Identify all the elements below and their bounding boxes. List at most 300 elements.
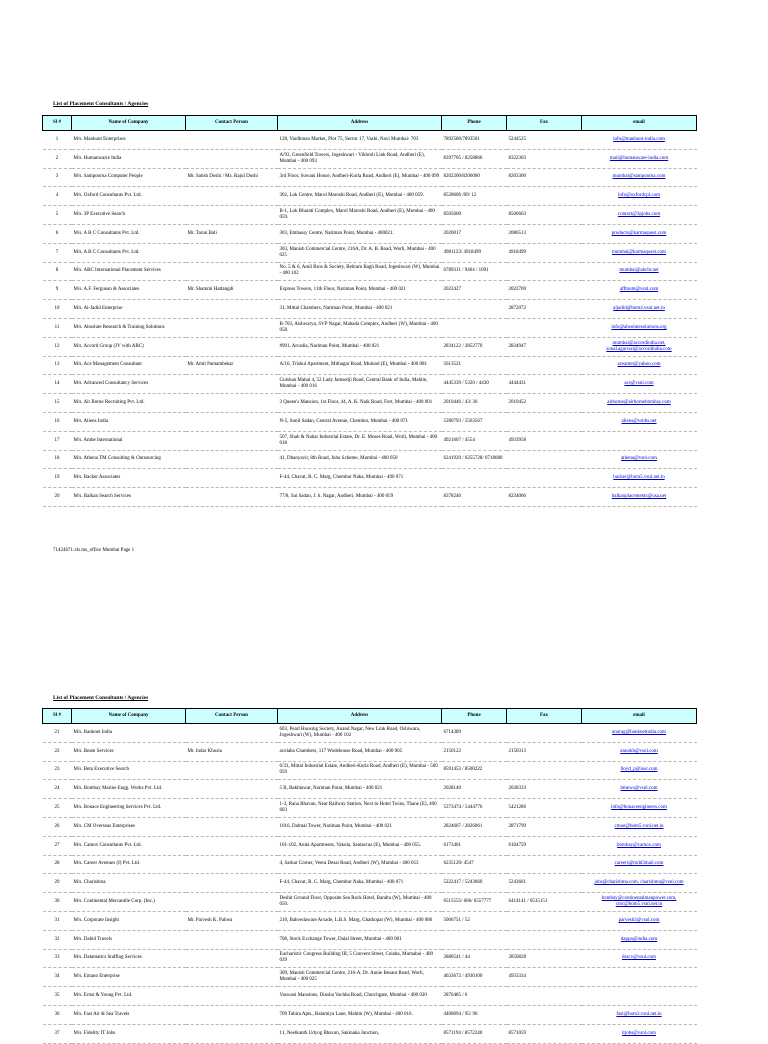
serial-number: 10	[43, 300, 72, 319]
serial-number: 31	[43, 911, 72, 930]
phone: 2020017	[442, 224, 507, 243]
fax	[507, 1005, 582, 1024]
phone: 8571194 / 8572240	[442, 1024, 507, 1043]
fax	[507, 262, 582, 281]
contact-person	[186, 431, 278, 450]
serial-number: 6	[43, 224, 72, 243]
phone: 4981123/ 4918499	[442, 243, 507, 262]
serial-number: 34	[43, 968, 72, 987]
table-row	[43, 469, 697, 488]
contact-person	[186, 394, 278, 413]
company-name: M/s. Backer Associates	[72, 469, 186, 488]
address: 6/33, Mittal Industrial Estate, Andheri-Kurla Road, Andheri (E), Mumbai - 500 059	[278, 761, 442, 780]
consultants-table-page-1	[42, 115, 697, 507]
email-link[interactable]: careers@mdd3mail.com	[582, 855, 697, 874]
email-link[interactable]: aljadid@bom4.vsnl.net.in	[582, 300, 697, 319]
phone: 8378240	[442, 488, 507, 507]
email-link[interactable]: athena@vsnl.com	[582, 450, 697, 469]
contact-person	[186, 337, 278, 356]
fax: 8234066	[507, 488, 582, 507]
column-header: Fax	[507, 116, 582, 131]
phone	[442, 300, 507, 319]
table-row	[43, 949, 697, 968]
email-link[interactable]: lloyd_p@iosr.com	[582, 761, 697, 780]
fax	[507, 724, 582, 743]
company-name: M/s. Career Avenues (I) Pvt. Ltd.	[72, 855, 186, 874]
address: Gulshan Mahal 4, 52 Lady Jamsedji Road, Central Bank of India, Mahim, Mumbai - 400 016	[278, 375, 442, 394]
phone: 6714389	[442, 724, 507, 743]
serial-number: 25	[43, 799, 72, 818]
address: 303, Embassy Centre, Nariman Point, Mumbai - 400021.	[278, 224, 442, 243]
table-row	[43, 318, 697, 337]
phone: 4445339 / 5320 / 4430	[442, 375, 507, 394]
table-row	[43, 761, 697, 780]
company-name: M/s. Ambe International	[72, 431, 186, 450]
fax	[507, 356, 582, 375]
phone: 5280793 / 5563567	[442, 412, 507, 431]
sheet-title: List of Placement Consultants / Agencies	[53, 101, 149, 107]
fax: 2022769	[507, 281, 582, 300]
address: 709 Tahira Apts., Balamiya Lane, Mahim (W), Mumbai - 400 016.	[278, 1005, 442, 1024]
contact-person: Mr. Tarun Bali	[186, 224, 278, 243]
email-link[interactable]: fast@bom3.vsnl.net.in	[582, 1005, 697, 1024]
table-row	[43, 375, 697, 394]
company-name: M/s. Manhunt Enterprises	[72, 131, 186, 150]
address: No. 5 & 6, Amil Bros & Society, Behram Bagh Road, Jogeshwari (W), Mumbai - 400 102	[278, 262, 442, 281]
contact-person: Mr. Amit Pantambekar	[186, 356, 278, 375]
company-name: M/s. Fidelity IT Jobs	[72, 1024, 186, 1043]
email-link	[582, 968, 697, 987]
email-link[interactable]: aliens@vsbbs.net	[582, 412, 697, 431]
table-header-row	[43, 116, 697, 131]
sheet-title: List of Placement Consultants / Agencies	[53, 695, 149, 701]
phone: 7892580/7893501	[442, 131, 507, 150]
company-name: M/s. Camox Consultants Pvt. Ltd.	[72, 836, 186, 855]
phone: 4921607 / 4554	[442, 431, 507, 450]
company-name: M/s. CM Overseas Enterprises	[72, 817, 186, 836]
contact-person	[186, 930, 278, 949]
email-link[interactable]: mumbai@sampoorna.com	[582, 168, 697, 187]
contact-person	[186, 949, 278, 968]
email-link[interactable]: dappa@india.com	[582, 930, 697, 949]
company-name: M/s. Ernst & Young Pvt. Ltd.	[72, 987, 186, 1006]
contact-person: Mr. Shammi Hattangdi	[186, 281, 278, 300]
phone: 5222417 / 5243660	[442, 874, 507, 893]
email-link[interactable]: info@oxfordcpl.com	[582, 187, 697, 206]
contact-person	[186, 780, 278, 799]
contact-person	[186, 799, 278, 818]
address: F-44, Chavat, R. C. Marg, Chembur Naka, Mumbai - 400 071	[278, 469, 442, 488]
company-name: M/s. Datamatics Staffing Services	[72, 949, 186, 968]
email-link[interactable]: aceamet@yahoo.com	[582, 356, 697, 375]
contact-person	[186, 761, 278, 780]
address: 41, Dhanyavir, 8th Road, Juhu Scheme, Mumbai - 400 050	[278, 450, 442, 469]
table-row	[43, 262, 697, 281]
address: 4, Sarkar Corner, Veera Desai Road, Andheri (W), Mumbai - 400 053	[278, 855, 442, 874]
address: 101-102, Anita Apartments, Vakola, Santacruz (E), Mumbai - 400 055.	[278, 836, 442, 855]
table-row	[43, 224, 697, 243]
phone	[442, 930, 507, 949]
phone: 2824667 / 2826061	[442, 817, 507, 836]
address: N-5, Sunil Sadan, Central Avenue, Chembur, Mumbai - 400 071	[278, 412, 442, 431]
serial-number: 9	[43, 281, 72, 300]
fax: 5244525	[507, 131, 582, 150]
contact-person	[186, 724, 278, 743]
phone: 6241920 / 6255728/ 6718680	[442, 450, 507, 469]
address: 3rd Floor, Suwani House, Andheri-Kurla Road, Andheri (E), Mumbai - 400 099	[278, 168, 442, 187]
company-name: M/s. Athena TM Consulting & Outsourcing	[72, 450, 186, 469]
serial-number: 8	[43, 262, 72, 281]
address: acolaba Chambers, 117 Wodehouse Road, Mumbai - 400 005	[278, 742, 442, 761]
email-link[interactable]: affmum@vsnl.com	[582, 281, 697, 300]
contact-person	[186, 893, 278, 912]
address: 1016, Dalmal Tower, Nariman Point, Mumbai - 400 021	[278, 817, 442, 836]
contact-person	[186, 375, 278, 394]
table-row	[43, 724, 697, 743]
fax	[507, 412, 582, 431]
company-name: M/s. Charishma	[72, 874, 186, 893]
email-link[interactable]: bombay@camox.com	[582, 836, 697, 855]
serial-number: 32	[43, 930, 72, 949]
fax	[507, 469, 582, 488]
consultants-table-page-2	[42, 708, 697, 1044]
email-link[interactable]: cmoe@bom5.vsnl.net.in	[582, 817, 697, 836]
address: B-703, Aishwarya, SVP Nagar, Mahada Complex, Andheri (W), Mumbai - 400 058.	[278, 318, 442, 337]
email-link[interactable]: backer@bom5.vsnl.net.in	[582, 469, 697, 488]
fax: 8203300	[507, 168, 582, 187]
company-name: M/s. Dahid Travels	[72, 930, 186, 949]
fax	[507, 930, 582, 949]
column-header: Address	[278, 709, 442, 724]
company-name: M/s. A B C Consultants Pvt. Ltd.	[72, 224, 186, 243]
fax	[507, 761, 582, 780]
serial-number: 13	[43, 356, 72, 375]
email-link[interactable]: contact@3pjobs.com	[582, 206, 697, 225]
table-row	[43, 356, 697, 375]
address: A/93, Greenfield Towers, Jogeshwari - Vikhroli Link Road, Andheri (E), Mumbai - 400 093	[278, 149, 442, 168]
contact-person: Mr. Satish Doshi / Ms. Rajul Doshi	[186, 168, 278, 187]
email-link[interactable]: annokh@vsnl.com	[582, 742, 697, 761]
company-name: M/s. Beta Executive Search	[72, 761, 186, 780]
phone	[442, 469, 507, 488]
phone: 6515555/ 666/ 6557777	[442, 893, 507, 912]
email-link	[582, 987, 697, 1006]
phone: 6235120/ 4547	[442, 855, 507, 874]
phone: 8397705 / 8258866	[442, 149, 507, 168]
address: Deshit Ground Floor, Opposite Sea Rock Hotel, Bandra (W), Mumbai - 400 050.	[278, 893, 442, 912]
serial-number: 26	[43, 817, 72, 836]
fax: 2871799	[507, 817, 582, 836]
company-name: M/s. Bombay Marine Engg. Works Pvt. Ltd.	[72, 780, 186, 799]
phone: 5006751 / 52	[442, 911, 507, 930]
column-header: Contact Person	[186, 709, 278, 724]
serial-number: 22	[43, 742, 72, 761]
company-name: M/s. Sampoorna Computer People	[72, 168, 186, 187]
contact-person	[186, 318, 278, 337]
fax: 2028333	[507, 780, 582, 799]
serial-number: 24	[43, 780, 72, 799]
fax: 2086513	[507, 224, 582, 243]
address: 302, Lok Centre, Marol Maroshi Road, Andheri (E), Mumbai - 400 059.	[278, 187, 442, 206]
company-name: M/s. Absolute Research & Training Solutions	[72, 318, 186, 337]
fax	[507, 450, 582, 469]
table-row	[43, 874, 697, 893]
company-name: M/s. A.F. Ferguson & Associates	[72, 281, 186, 300]
fax: 8506663	[507, 206, 582, 225]
column-header: Sl #	[43, 116, 72, 131]
serial-number: 11	[43, 318, 72, 337]
email-link	[582, 431, 697, 450]
serial-number: 27	[43, 836, 72, 855]
fax	[507, 911, 582, 930]
address: 5 B, Bakhtawar, Nariman Point, Mumbai - 400 021	[278, 780, 442, 799]
contact-person	[186, 469, 278, 488]
contact-person	[186, 262, 278, 281]
table-row	[43, 281, 697, 300]
fax: 4933334	[507, 968, 582, 987]
email-link[interactable]: itjobs@vsnl.com	[582, 1024, 697, 1043]
fax: 2872072	[507, 300, 582, 319]
table-row	[43, 168, 697, 187]
column-header: email	[582, 116, 697, 131]
serial-number: 28	[43, 855, 72, 874]
table-row	[43, 149, 697, 168]
address: 77/8, Sai Sadan, J. b. Nagar, Andheri, Mumbai - 400 059	[278, 488, 442, 507]
fax: 8571059	[507, 1024, 582, 1043]
table-row	[43, 817, 697, 836]
serial-number: 35	[43, 987, 72, 1006]
email-link[interactable]: mumbai@karmaquest.com	[582, 243, 697, 262]
contact-person	[186, 243, 278, 262]
fax: 4933958	[507, 431, 582, 450]
column-header: Phone	[442, 116, 507, 131]
address: B-1, Lok Bharati Complex, Marol Maroshi Road, Andheri (E), Mumbai - 400 059.	[278, 206, 442, 225]
fax: 6104759	[507, 836, 582, 855]
contact-person	[186, 836, 278, 855]
contact-person	[186, 412, 278, 431]
table-row	[43, 780, 697, 799]
fax: 2850828	[507, 949, 582, 968]
fax	[507, 187, 582, 206]
phone: 2022427	[442, 281, 507, 300]
company-name: M/s. Entano Enterprise	[72, 968, 186, 987]
company-name: M/s. Air Borne Recruiting Pvt. Ltd.	[72, 394, 186, 413]
company-name: M/s. ABC International Placement Services	[72, 262, 186, 281]
contact-person	[186, 1005, 278, 1024]
email-link[interactable]: airborne@airbornebombay.com	[582, 394, 697, 413]
address: 507, Shah & Nahar Industrial Estate, Dr. E. Moses Road, Worli, Mumbai - 400 018	[278, 431, 442, 450]
table-row	[43, 300, 697, 319]
phone: 2880541 / 44	[442, 949, 507, 968]
column-header: Address	[278, 116, 442, 131]
table-row	[43, 836, 697, 855]
serial-number: 19	[43, 469, 72, 488]
company-name: M/s. Al-Jadid Enterprise	[72, 300, 186, 319]
contact-person	[186, 968, 278, 987]
fax: 4918499	[507, 243, 582, 262]
table-row	[43, 1005, 697, 1024]
table-row	[43, 431, 697, 450]
phone: 2028140	[442, 780, 507, 799]
company-name: M/s. Fast Air & Sea Travels	[72, 1005, 186, 1024]
fax: 5421286	[507, 799, 582, 818]
company-name: M/s. Banknet India	[72, 724, 186, 743]
serial-number: 1	[43, 131, 72, 150]
serial-number: 14	[43, 375, 72, 394]
company-name: M/s. Humanwarre India	[72, 149, 186, 168]
email-link[interactable]: jobs@charishma.com, charishma@vsnl.com	[582, 874, 697, 893]
phone	[442, 318, 507, 337]
address: F-44, Chavat, R. C. Marg, Chembur Naka, Mumbai - 400 071	[278, 874, 442, 893]
address: #901, Arcadia, Nariman Point, Mumbai - 400 021	[278, 337, 442, 356]
serial-number: 15	[43, 394, 72, 413]
company-name: M/s. Continental Mercantile Corp. (Inc.)	[72, 893, 186, 912]
phone: 8528606 /09/ 12	[442, 187, 507, 206]
address: 3 Queen's Mansion, 1st Floor, 44, A. K. Naik Road, Fort, Mumbai - 400 001	[278, 394, 442, 413]
table-row	[43, 1024, 697, 1043]
company-name: M/s. Bonace Engineering Services Pvt. Ltd.	[72, 799, 186, 818]
serial-number: 5	[43, 206, 72, 225]
phone: 4400694 / 95/ 96	[442, 1005, 507, 1024]
email-link[interactable]: mumbai@abcbr.net	[582, 262, 697, 281]
contact-person	[186, 149, 278, 168]
address: Eucharistic Congress Building III, 5 Convent Street, Colaba, Mumabai - 400 039	[278, 949, 442, 968]
phone: 6789311 / 9464 / 1091	[442, 262, 507, 281]
table-row	[43, 394, 697, 413]
serial-number: 3	[43, 168, 72, 187]
phone: 2834122 / 2852770	[442, 337, 507, 356]
fax: 6414141 / 6515151	[507, 893, 582, 912]
contact-person	[186, 817, 278, 836]
table-row	[43, 742, 697, 761]
company-name: M/s. Advanced Consultancy Services	[72, 375, 186, 394]
email-link[interactable]: bmews@vsnl.com	[582, 780, 697, 799]
address: 1-3, Rana Bhavan, Near Railway Station, Next to Hotel Twins, Thane (E), 400 603	[278, 799, 442, 818]
contact-person	[186, 187, 278, 206]
address: Vaswani Mansions, Dinsha Vachha Road, Churchgate, Mumbai - 400 020	[278, 987, 442, 1006]
serial-number: 20	[43, 488, 72, 507]
contact-person: Mr. Parvesh K. Pahwa	[186, 911, 278, 930]
contact-person: Mr. Indar Khosla	[186, 742, 278, 761]
email-link[interactable]: dsscv@vsnl.com	[582, 949, 697, 968]
fax	[507, 318, 582, 337]
phone: 8505600	[442, 206, 507, 225]
table-row	[43, 987, 697, 1006]
email-link[interactable]: balkanplacements@usa.net	[582, 488, 697, 507]
serial-number: 23	[43, 761, 72, 780]
email-link[interactable]: acs@vsnl.com	[582, 375, 697, 394]
serial-number: 36	[43, 1005, 72, 1024]
company-name: M/s. Balkan Search Services	[72, 488, 186, 507]
table-row	[43, 412, 697, 431]
address: 210, Bahvedaware Arcade, L.B.S. Marg, Ghatkopar (W), Mumbai - 400 086	[278, 911, 442, 930]
company-name: M/s. 3P Executive Search	[72, 206, 186, 225]
serial-number: 17	[43, 431, 72, 450]
company-name: M/s. Ace Management Consultant	[72, 356, 186, 375]
fax	[507, 855, 582, 874]
column-header: Name of Company	[72, 116, 186, 131]
email-link[interactable]: bombay@continentalmanpower.com, cmc@bom5.vsnl.net.in	[582, 893, 697, 912]
address: 11, Neelkanth Udyog Bhavan, Sakinaka Junction,	[278, 1024, 442, 1043]
phone: 2876485 / 6	[442, 987, 507, 1006]
serial-number: 12	[43, 337, 72, 356]
phone: 5613521	[442, 356, 507, 375]
table-row	[43, 893, 697, 912]
serial-number: 4	[43, 187, 72, 206]
phone: 8202200/8206000	[442, 168, 507, 187]
company-name: M/s. Aliens India	[72, 412, 186, 431]
contact-person	[186, 488, 278, 507]
address: 708, Stock Exchange Tower, Dalal Street, Mumbai - 400 001	[278, 930, 442, 949]
table-row	[43, 799, 697, 818]
email-link[interactable]: info@bonaceengineers.com	[582, 799, 697, 818]
phone: 2150122	[442, 742, 507, 761]
address: 31, Mittal Chambers, Nariman Point, Mumbai - 400 021	[278, 300, 442, 319]
email-link[interactable]: mail@humanware-india.com	[582, 149, 697, 168]
serial-number: 7	[43, 243, 72, 262]
serial-number: 37	[43, 1024, 72, 1043]
fax: 2010452	[507, 394, 582, 413]
fax	[507, 987, 582, 1006]
contact-person	[186, 1024, 278, 1043]
phone: 6173461	[442, 836, 507, 855]
contact-person	[186, 855, 278, 874]
serial-number: 33	[43, 949, 72, 968]
fax: 2834947	[507, 337, 582, 356]
email-link[interactable]: mumbai@accordindia.net, sonal.agarwal@accordindia.com	[582, 337, 697, 356]
phone: 4633672 / 4930100	[442, 968, 507, 987]
page-footer: 71424671.xls.ms_office Mumbai Page 1	[53, 548, 135, 553]
serial-number: 29	[43, 874, 72, 893]
email-link[interactable]: info@manhunt-india.com	[582, 131, 697, 150]
serial-number: 16	[43, 412, 72, 431]
table-row	[43, 450, 697, 469]
phone: 8591453 / 8500222	[442, 761, 507, 780]
phone: 2010446 / 43/ 36	[442, 394, 507, 413]
fax: 4444431	[507, 375, 582, 394]
email-link[interactable]: products@karmaquest.com	[582, 224, 697, 243]
fax: 5243661	[507, 874, 582, 893]
table-row	[43, 206, 697, 225]
email-link[interactable]: anurag@banknetindia.com	[582, 724, 697, 743]
address: 603, Pearl Housing Society, Anand Nagar, New Link Road, Oshiwara, Jogeshwari (W), Mumbai - 400 102	[278, 724, 442, 743]
email-link[interactable]: info@absolutesolutions.org	[582, 318, 697, 337]
table-row	[43, 855, 697, 874]
table-row	[43, 911, 697, 930]
serial-number: 18	[43, 450, 72, 469]
company-name: M/s. Beam Services	[72, 742, 186, 761]
serial-number: 30	[43, 893, 72, 912]
contact-person	[186, 206, 278, 225]
address: A/16, Trishul Apartment, Mithagar Road, Mulund (E), Mumbai - 400 081	[278, 356, 442, 375]
address: 309, Manish Commercial Centre, 216-A, Dr. Annie Besant Road, Worli, Mumbai - 400 025	[278, 968, 442, 987]
column-header: Name of Company	[72, 709, 186, 724]
column-header: Fax	[507, 709, 582, 724]
table-row	[43, 187, 697, 206]
table-row	[43, 131, 697, 150]
contact-person	[186, 987, 278, 1006]
contact-person	[186, 450, 278, 469]
column-header: Contact Person	[186, 116, 278, 131]
company-name: M/s. Corporate Insight	[72, 911, 186, 930]
table-row	[43, 488, 697, 507]
column-header: Sl #	[43, 709, 72, 724]
company-name: M/s. Accord Group (JV with ABC)	[72, 337, 186, 356]
table-row	[43, 243, 697, 262]
serial-number: 2	[43, 149, 72, 168]
email-link[interactable]: parvesh3@vsnl.com	[582, 911, 697, 930]
table-row	[43, 968, 697, 987]
